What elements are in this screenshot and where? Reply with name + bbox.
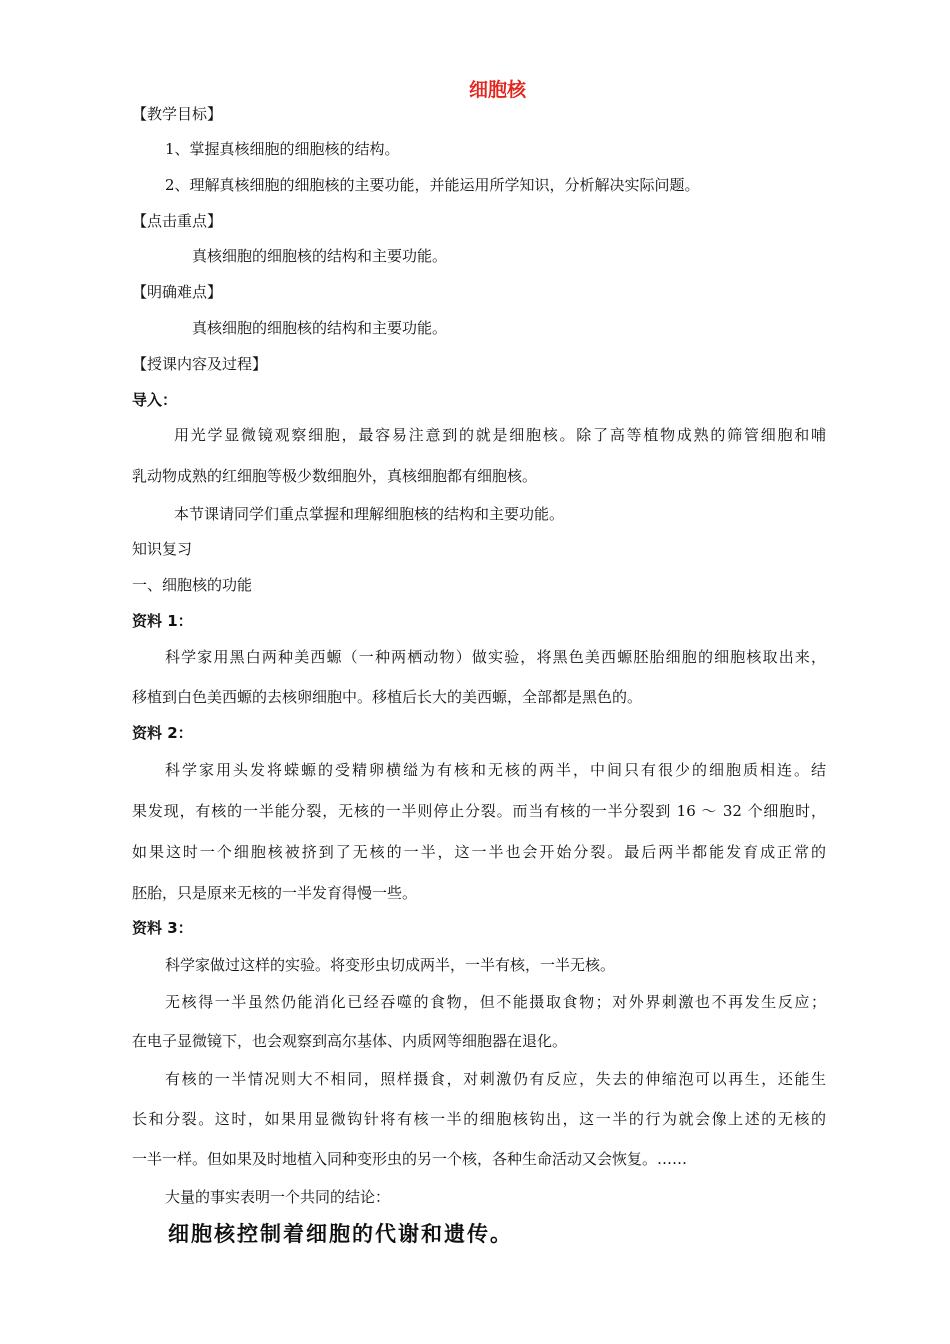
review-label: 知识复习 [132,540,193,558]
section1-title: 一、细胞核的功能 [132,576,253,594]
intro-line-3: 本节课请同学们重点掌握和理解细胞核的结构和主要功能。 [174,505,565,523]
material3-label: 资料 3： [132,919,193,937]
material3-line-7: 大量的事实表明一个共同的结论： [165,1188,391,1206]
difficulties-heading: 【明确难点】 [132,283,223,301]
material3-line-5: 长和分裂。这时，如果用显微钩针将有核一半的细胞核钩出，这一半的行为就会像上述的无核的 [132,1110,826,1128]
key-points-text: 真核细胞的细胞核的结构和主要功能。 [192,247,448,265]
material1-line-2: 移植到白色美西螈的去核卵细胞中。移植后长大的美西螈，全部都是黑色的。 [132,688,643,706]
material2-line-4: 胚胎，只是原来无核的一半发育得慢一些。 [132,884,418,902]
material2-line-3: 如果这时一个细胞核被挤到了无核的一半，这一半也会开始分裂。最后两半都能发育成正常的 [132,843,826,861]
material3-line-2: 无核得一半虽然仍能消化已经吞噬的食物，但不能摄取食物；对外界刺激也不再发生反应； [165,993,826,1011]
material3-line-1: 科学家做过这样的实验。将变形虫切成两半，一半有核，一半无核。 [165,956,616,974]
material2-line-2: 果发现，有核的一半能分裂，无核的一半则停止分裂。而当有核的一半分裂到 16 ～ 32 个细胞时， [132,802,826,820]
objective-item-2: 2、理解真核细胞的细胞核的主要功能，并能运用所学知识，分析解决实际问题。 [165,176,700,194]
material3-line-3: 在电子显微镜下，也会观察到高尔基体、内质网等细胞器在退化。 [132,1032,568,1050]
difficulties-text: 真核细胞的细胞核的结构和主要功能。 [192,319,448,337]
material2-label: 资料 2： [132,724,193,742]
objectives-heading: 【教学目标】 [132,105,223,123]
conclusion-statement: 细胞核控制着细胞的代谢和遗传。 [168,1222,513,1246]
key-points-heading: 【点击重点】 [132,212,223,230]
material1-line-1: 科学家用黑白两种美西螈（一种两栖动物）做实验，将黑色美西螈胚胎细胞的细胞核取出来， [165,648,826,666]
process-heading: 【授课内容及过程】 [132,355,268,373]
intro-label: 导入： [132,391,178,409]
material3-line-6: 一半一样。但如果及时地植入同种变形虫的另一个核，各种生命活动又会恢复。…… [132,1150,688,1168]
material1-label: 资料 1： [132,612,193,630]
objective-item-1: 1、掌握真核细胞的细胞核的结构。 [165,140,400,158]
material3-line-4: 有核的一半情况则大不相同，照样摄食，对刺激仍有反应，失去的伸缩泡可以再生，还能生 [165,1070,826,1088]
intro-line-2: 乳动物成熟的红细胞等极少数细胞外，真核细胞都有细胞核。 [132,467,538,485]
intro-line-1: 用光学显微镜观察细胞，最容易注意到的就是细胞核。除了高等植物成熟的筛管细胞和哺 [174,426,826,444]
material2-line-1: 科学家用头发将蝾螈的受精卵横缢为有核和无核的两半，中间只有很少的细胞质相连。结 [165,761,826,779]
document-title: 细胞核 [468,79,526,101]
